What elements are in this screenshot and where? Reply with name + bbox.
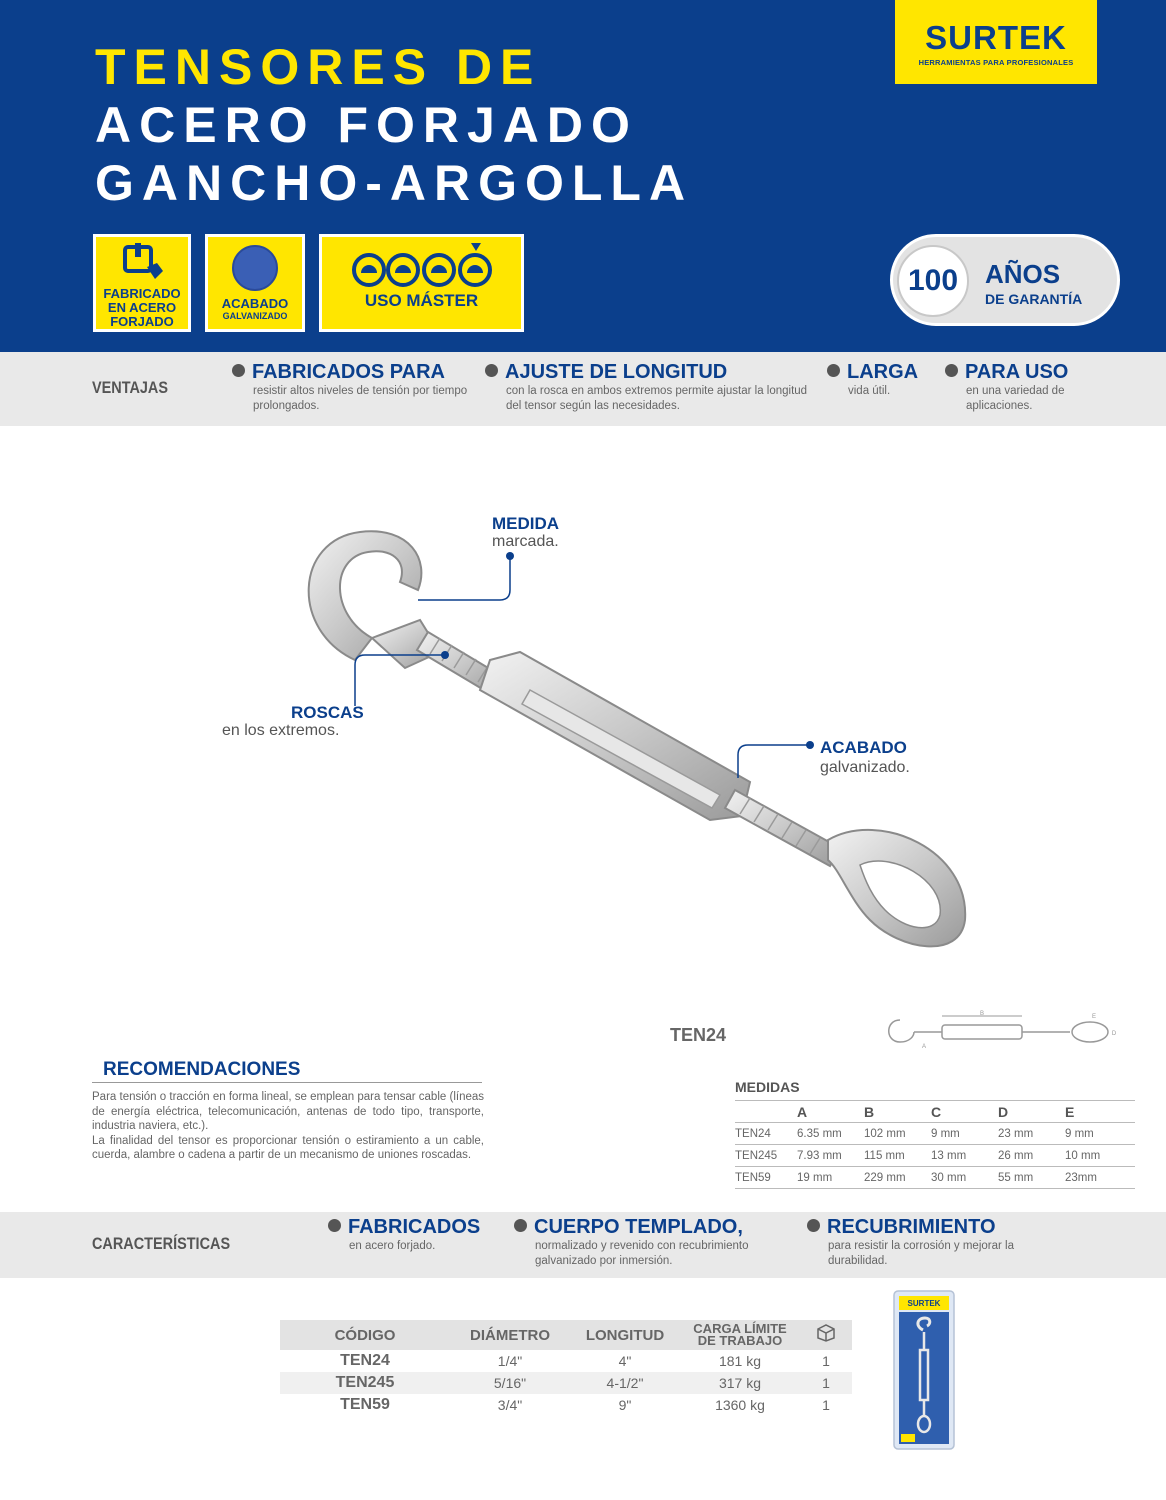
medidas-cell: TEN245 xyxy=(735,1150,778,1162)
ventaja-title: FABRICADOS PARA xyxy=(232,361,482,384)
guarantee-years: AÑOS xyxy=(985,259,1061,289)
guarantee-sub: DE GARANTÍA xyxy=(985,291,1083,307)
caracteristica-item xyxy=(328,1216,518,1254)
medidas-cell: 115 mm xyxy=(864,1150,905,1162)
medidas-cell: 10 mm xyxy=(1065,1150,1101,1162)
spec-cell-codigo: TEN59 xyxy=(340,1396,390,1413)
spec-header-row xyxy=(280,1320,852,1350)
medidas-cell: 7.93 mm xyxy=(797,1150,842,1162)
spec-cell: 181 kg xyxy=(718,1353,762,1369)
caracteristica-desc: en acero forjado. xyxy=(349,1240,436,1252)
spec-cell: 1360 kg xyxy=(715,1397,765,1413)
ventajas-band xyxy=(0,352,1166,426)
ventaja-title: PARA USO xyxy=(945,361,1105,384)
box-icon xyxy=(816,1324,836,1342)
spec-cell-codigo: TEN245 xyxy=(335,1374,395,1391)
recomendaciones-p1: Para tensión o tracción en forma lineal, se emplean para tensar cable (líneas de energía eléctrica, telecomunicación, antenas de todo tipo, transporte, industria naviera, etc.). xyxy=(92,1091,484,1133)
spec-cell-codigo: TEN24 xyxy=(340,1352,390,1369)
callout-medida-sub: marcada. xyxy=(492,533,559,550)
table-row xyxy=(735,1167,1135,1189)
callout-roscas-title: ROSCAS xyxy=(291,703,364,722)
medidas-cell: 13 mm xyxy=(931,1150,967,1162)
dimension-diagram xyxy=(880,1010,1120,1055)
badge-forjado-label: FABRICADO EN ACERO FORJADO xyxy=(103,286,181,329)
ventaja-item xyxy=(232,361,482,414)
surtek-logo xyxy=(895,0,1097,84)
spec-col-carga-line1: CARGA LÍMITE xyxy=(693,1321,787,1336)
title-line-2: ACERO FORJADO xyxy=(95,97,638,153)
medidas-header-row xyxy=(735,1101,1135,1123)
callout-medida-title: MEDIDA xyxy=(492,514,560,533)
ventaja-title: LARGA xyxy=(827,361,937,384)
spec-col-carga xyxy=(680,1323,800,1347)
recomendaciones-divider xyxy=(92,1082,482,1083)
badge-uso-master xyxy=(319,234,524,332)
spec-cell: 5/16" xyxy=(493,1375,527,1391)
spec-col-diametro: DIÁMETRO xyxy=(470,1326,550,1344)
medidas-cell: 102 mm xyxy=(864,1128,906,1140)
caracteristica-desc: para resistir la corrosión y mejorar la durabilidad. xyxy=(828,1240,1014,1267)
product-package-image xyxy=(893,1290,955,1450)
recomendaciones-p2: La finalidad del tensor es proporcionar tensión o estiramiento a un cable, cuerda, alambre o cadena a partir de un mecanismo de uniones roscadas. xyxy=(92,1134,484,1162)
spec-cell: 4-1/2" xyxy=(606,1375,644,1391)
spec-table xyxy=(280,1320,852,1416)
spec-cell: 3/4" xyxy=(497,1397,523,1413)
spec-cell: 1 xyxy=(822,1397,830,1413)
medidas-cell: 6.35 mm xyxy=(797,1128,842,1140)
spec-cell: 1/4" xyxy=(497,1353,523,1369)
medidas-col-header: E xyxy=(1065,1104,1075,1120)
medidas-cell: TEN59 xyxy=(735,1172,771,1184)
medidas-cell: 9 mm xyxy=(931,1128,960,1140)
medidas-col-header: D xyxy=(998,1104,1009,1120)
model-code: TEN24 xyxy=(670,1025,727,1045)
caracteristica-title: CUERPO TEMPLADO, xyxy=(514,1216,804,1239)
medidas-col-header: C xyxy=(931,1104,942,1120)
badge-galvanizado xyxy=(205,234,305,332)
medidas-cell: 229 mm xyxy=(864,1172,906,1184)
medidas-cell: 9 mm xyxy=(1065,1128,1094,1140)
medidas-col-header: B xyxy=(864,1104,875,1120)
callout-acabado-sub: galvanizado. xyxy=(820,759,910,776)
guarantee-badge xyxy=(890,234,1120,326)
medidas-cell: 55 mm xyxy=(998,1172,1034,1184)
spec-cell: 317 kg xyxy=(718,1375,762,1391)
ventaja-item xyxy=(485,361,815,414)
caracteristica-title: FABRICADOS xyxy=(328,1216,518,1239)
spec-col-carga-line2: DE TRABAJO xyxy=(697,1333,783,1348)
callout-acabado-title: ACABADO xyxy=(820,738,907,757)
badge-galvanizado-label-1: ACABADO xyxy=(221,296,289,311)
caracteristica-item xyxy=(807,1216,1027,1269)
medidas-col-header xyxy=(735,1101,797,1122)
ventaja-item xyxy=(945,361,1105,414)
logo-tagline: HERRAMIENTAS PARA PROFESIONALES xyxy=(918,58,1074,67)
caracteristica-item xyxy=(514,1216,804,1269)
table-row xyxy=(280,1372,852,1394)
spec-cell: 1 xyxy=(822,1375,830,1391)
medidas-title: MEDIDAS xyxy=(735,1073,1135,1101)
spec-cell: 9" xyxy=(618,1397,632,1413)
table-row xyxy=(280,1394,852,1416)
caracteristica-desc: normalizado y revenido con recubrimiento galvanizado por inmersión. xyxy=(535,1240,749,1267)
medidas-cell: 19 mm xyxy=(797,1172,833,1184)
table-row xyxy=(280,1350,852,1372)
title-line-3: GANCHO-ARGOLLA xyxy=(95,155,694,211)
medidas-table xyxy=(735,1073,1135,1189)
badge-galvanizado-label-2: GALVANIZADO xyxy=(222,311,288,321)
galvanized-sphere-icon xyxy=(230,243,280,293)
guarantee-number: 100 xyxy=(897,245,969,317)
caracteristicas-label: CARACTERÍSTICAS xyxy=(92,1234,231,1253)
spec-cell: 4" xyxy=(618,1353,632,1369)
usage-level-icon xyxy=(347,243,497,287)
ventaja-desc: vida útil. xyxy=(848,385,891,397)
package-brand: SURTEK xyxy=(907,1299,941,1308)
medidas-col-header: A xyxy=(797,1104,808,1120)
caracteristicas-band xyxy=(0,1212,1166,1278)
ventaja-item xyxy=(827,361,937,399)
medidas-cell: 23 mm xyxy=(998,1128,1034,1140)
title-line-1: TENSORES DE xyxy=(95,39,542,95)
medidas-cell: TEN24 xyxy=(735,1128,771,1140)
recomendaciones-title: RECOMENDACIONES xyxy=(103,1059,301,1080)
medidas-cell: 30 mm xyxy=(931,1172,967,1184)
diagram-label-d: D xyxy=(1111,1031,1117,1037)
spec-col-longitud: LONGITUD xyxy=(585,1326,665,1344)
table-row xyxy=(735,1145,1135,1167)
ventaja-desc: con la rosca en ambos extremos permite ajustar la longitud del tensor según las necesidades. xyxy=(506,385,808,412)
page-title xyxy=(95,38,693,212)
table-row xyxy=(735,1123,1135,1145)
spec-cell: 1 xyxy=(822,1353,830,1369)
logo-brand: SURTEK xyxy=(925,19,1067,56)
diagram-label-a: A xyxy=(921,1044,927,1050)
spec-col-package xyxy=(800,1324,852,1346)
caracteristica-title: RECUBRIMIENTO xyxy=(807,1216,1027,1239)
diagram-label-e: E xyxy=(1091,1014,1097,1020)
badge-forjado xyxy=(93,234,191,332)
ventaja-desc: en una variedad de aplicaciones. xyxy=(966,385,1065,412)
diagram-label-b: B xyxy=(979,1011,985,1017)
recomendaciones-text xyxy=(92,1090,484,1163)
ventajas-label: VENTAJAS xyxy=(92,378,169,397)
medidas-cell: 23mm xyxy=(1065,1172,1097,1184)
ventaja-desc: resistir altos niveles de tensión por tiempo prolongados. xyxy=(253,385,468,412)
header-banner xyxy=(0,0,1166,352)
spec-col-codigo: CÓDIGO xyxy=(334,1326,396,1344)
callout-roscas-sub: en los extremos. xyxy=(222,722,340,739)
ventaja-title: AJUSTE DE LONGITUD xyxy=(485,361,815,384)
badge-uso-master-label: USO MÁSTER xyxy=(364,291,479,310)
forged-tool-icon xyxy=(117,243,167,283)
medidas-cell: 26 mm xyxy=(998,1150,1034,1162)
